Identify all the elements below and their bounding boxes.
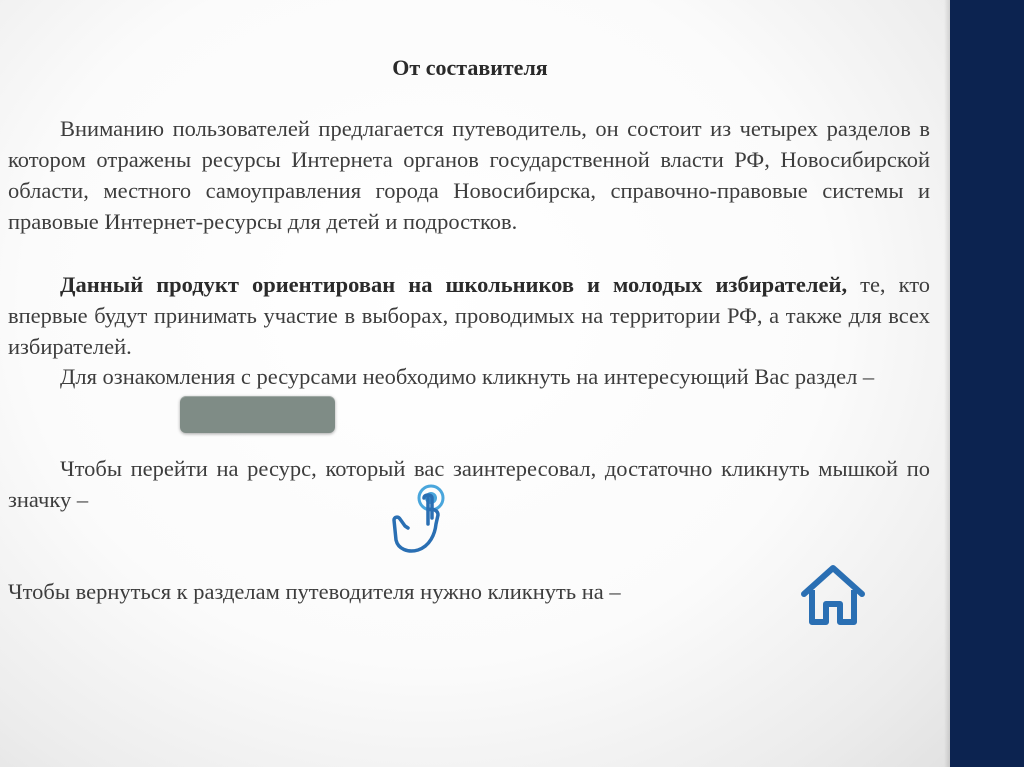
- home-walls: [812, 590, 854, 622]
- section-button[interactable]: [180, 396, 335, 433]
- home-icon[interactable]: [798, 560, 868, 630]
- hand-pointer-icon[interactable]: [388, 484, 450, 556]
- audience-text: те, кто впервые будут принимать участие в выборах, проводимых на территории РФ, а также для всех избирателей.: [8, 272, 930, 359]
- sections-instruction: Для ознакомления с ресурсами необходимо кликнуть на интересующий Вас раздел –: [60, 364, 875, 389]
- resource-instruction: Чтобы перейти на ресурс, который вас заинтересовал, достаточно кликнуть мышкой по значку –: [8, 456, 930, 512]
- audience-emphasis: Данный продукт ориентирован на школьников и молодых избирателей,: [60, 272, 848, 297]
- home-instruction: Чтобы вернуться к разделам путеводителя нужно кликнуть на –: [8, 579, 621, 604]
- intro-paragraph: Вниманию пользователей предлагается путеводитель, он состоит из четырех разделов в котором отражены ресурсы Интернета органов государственной власти РФ, Новосибирской области, местного самоуправления города Новосибирска, справочно-правовые системы и правовые Интернет-ресурсы для детей и подростков.: [8, 116, 930, 234]
- page-title: От составителя: [392, 55, 548, 80]
- audience-paragraph: [8, 269, 930, 362]
- sidebar-panel: [950, 0, 1024, 767]
